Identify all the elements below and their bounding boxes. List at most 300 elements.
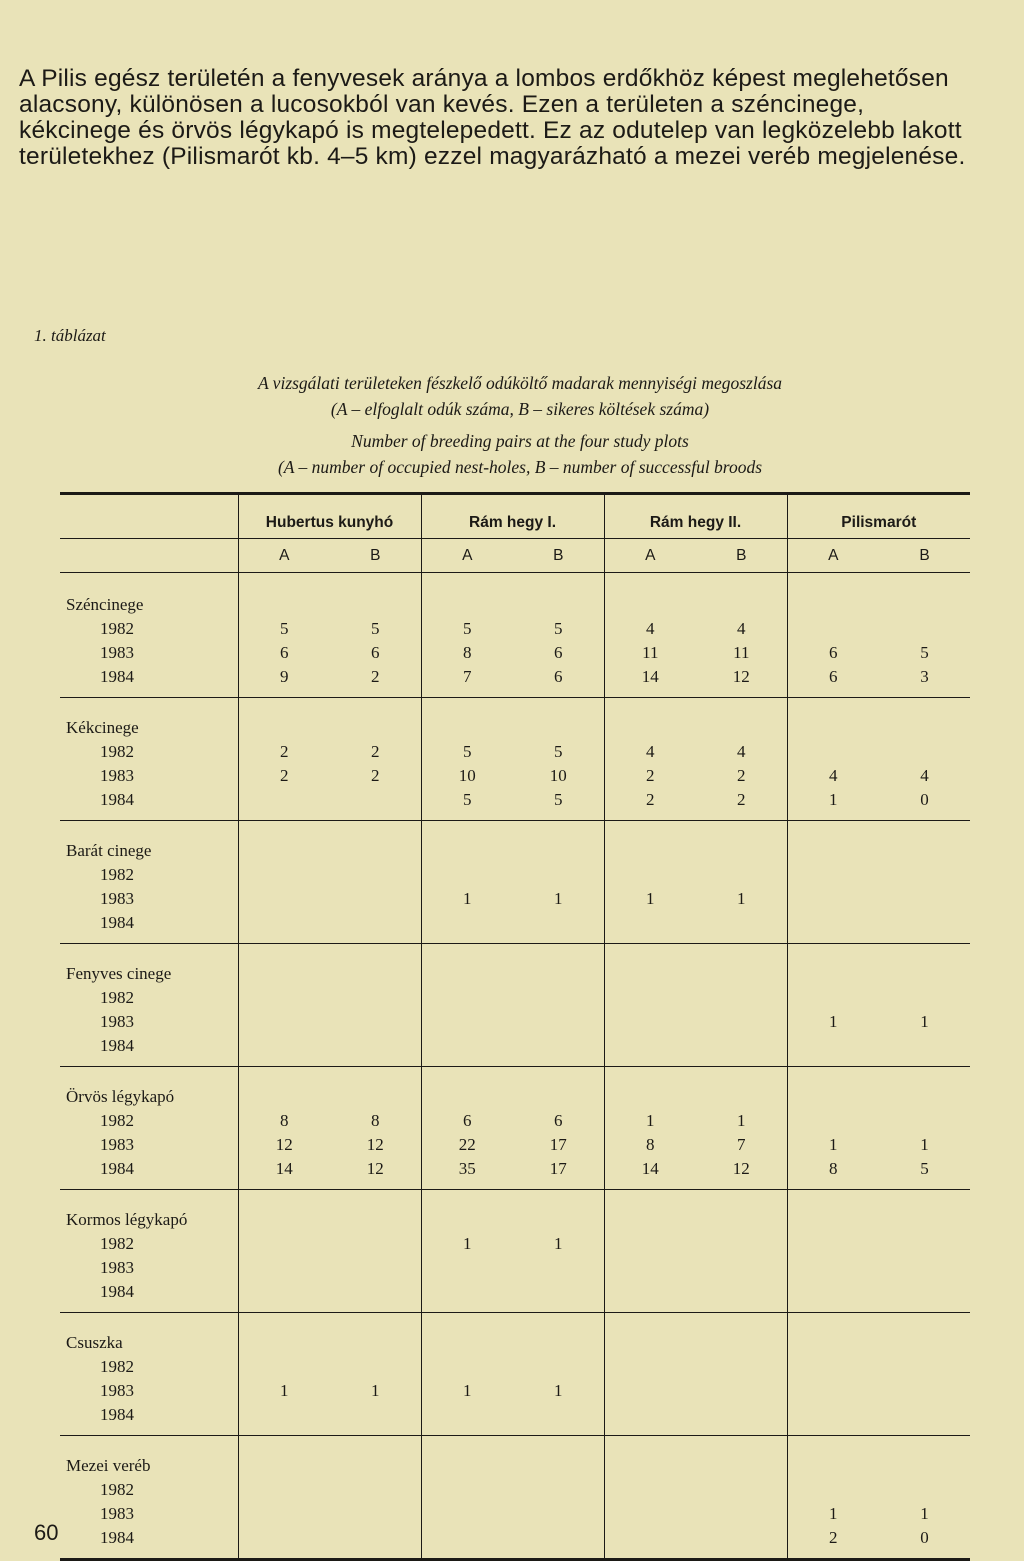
spacer — [696, 1454, 787, 1478]
value-cell — [422, 1478, 514, 1502]
value-cell — [330, 1232, 421, 1256]
value-cell — [879, 617, 970, 641]
site-header: Rám hegy II. — [604, 494, 787, 539]
value-cell — [513, 1256, 604, 1280]
spacer — [330, 593, 421, 617]
spacer — [788, 593, 880, 617]
value-cell: 12 — [732, 667, 750, 686]
value-cell — [605, 1502, 697, 1526]
value-cell: 6 — [371, 643, 380, 662]
spacer — [330, 1208, 421, 1232]
value-column-cell — [421, 1313, 513, 1436]
spacer — [513, 1208, 604, 1232]
value-column-cell — [421, 573, 513, 698]
species-cell — [60, 1067, 238, 1190]
value-cell — [513, 1403, 604, 1427]
spacer — [422, 716, 514, 740]
value-cell: 4 — [646, 619, 655, 638]
value-cell — [330, 788, 421, 812]
value-cell: 6 — [829, 643, 838, 662]
value-column-cell — [787, 1436, 879, 1560]
value-cell: 1 — [920, 1135, 929, 1154]
value-cell — [696, 1526, 787, 1550]
species-cell — [60, 1436, 238, 1560]
value-cell — [788, 1379, 880, 1403]
value-column-cell — [513, 1436, 604, 1560]
species-name: Fenyves cinege — [66, 964, 172, 983]
value-cell — [422, 986, 514, 1010]
value-cell — [788, 1232, 880, 1256]
value-column-cell — [604, 573, 696, 698]
value-cell — [605, 1379, 697, 1403]
value-cell — [513, 1034, 604, 1058]
value-column-cell — [513, 698, 604, 821]
year-label: 1983 — [100, 1504, 134, 1523]
value-cell — [696, 1502, 787, 1526]
value-cell — [696, 911, 787, 935]
value-cell: 1 — [463, 889, 472, 908]
value-cell: 2 — [280, 766, 289, 785]
year-label: 1984 — [100, 667, 134, 686]
value-cell — [422, 1355, 514, 1379]
value-cell — [879, 1034, 970, 1058]
value-cell — [330, 863, 421, 887]
spacer — [239, 1208, 331, 1232]
year-label: 1982 — [100, 1357, 134, 1376]
spacer — [513, 1085, 604, 1109]
species-group-row — [60, 821, 970, 944]
value-cell — [330, 1280, 421, 1304]
value-cell: 17 — [549, 1159, 567, 1178]
value-cell — [239, 1256, 331, 1280]
value-cell — [696, 863, 787, 887]
value-cell: 2 — [371, 667, 380, 686]
value-cell: 5 — [554, 790, 563, 809]
value-cell: 2 — [737, 766, 746, 785]
value-column-cell — [879, 698, 970, 821]
caption-english — [100, 428, 940, 480]
spacer — [513, 593, 604, 617]
value-cell — [239, 1502, 331, 1526]
value-cell — [513, 1010, 604, 1034]
value-cell — [239, 1232, 331, 1256]
value-cell: 1 — [554, 1234, 563, 1253]
spacer — [879, 962, 970, 986]
spacer — [696, 1331, 787, 1355]
value-column-cell — [330, 1190, 421, 1313]
value-cell — [239, 1478, 331, 1502]
value-cell — [239, 1526, 331, 1550]
value-cell — [605, 1256, 697, 1280]
value-cell: 12 — [366, 1135, 384, 1154]
value-cell: 1 — [463, 1234, 472, 1253]
value-cell: 6 — [463, 1111, 472, 1130]
spacer — [879, 593, 970, 617]
species-cell — [60, 1190, 238, 1313]
value-column-cell — [238, 1190, 330, 1313]
year-label: 1984 — [100, 1405, 134, 1424]
spacer — [330, 1331, 421, 1355]
value-column-cell — [238, 1436, 330, 1560]
year-label: 1982 — [100, 1480, 134, 1499]
year-label: 1982 — [100, 865, 134, 884]
value-cell — [605, 911, 697, 935]
value-cell: 6 — [554, 667, 563, 686]
spacer — [239, 839, 331, 863]
value-cell — [513, 986, 604, 1010]
value-column-cell — [513, 1190, 604, 1313]
value-cell — [788, 887, 880, 911]
spacer — [788, 839, 880, 863]
value-cell: 35 — [458, 1159, 476, 1178]
species-cell — [60, 698, 238, 821]
value-cell — [788, 1256, 880, 1280]
spacer — [422, 593, 514, 617]
value-cell — [513, 1478, 604, 1502]
value-cell — [879, 1232, 970, 1256]
year-label: 1982 — [100, 1234, 134, 1253]
species-group-row — [60, 1190, 970, 1313]
value-column-cell — [604, 944, 696, 1067]
value-cell — [330, 1010, 421, 1034]
species-name: Kékcinege — [66, 718, 139, 737]
value-cell: 5 — [554, 619, 563, 638]
value-column-cell — [421, 944, 513, 1067]
value-cell — [788, 911, 880, 935]
value-cell — [422, 1010, 514, 1034]
value-column-cell — [513, 1067, 604, 1190]
value-cell: 10 — [549, 766, 567, 785]
value-cell — [330, 1526, 421, 1550]
value-cell — [788, 740, 880, 764]
value-cell — [239, 911, 331, 935]
value-cell: 1 — [554, 889, 563, 908]
spacer — [330, 716, 421, 740]
breeding-pairs-table — [60, 492, 970, 1561]
species-group-row — [60, 1067, 970, 1190]
value-cell: 12 — [275, 1135, 293, 1154]
value-column-cell — [421, 1436, 513, 1560]
value-cell — [605, 1403, 697, 1427]
value-cell — [696, 986, 787, 1010]
value-cell — [879, 986, 970, 1010]
spacer — [696, 962, 787, 986]
value-cell — [422, 1280, 514, 1304]
value-cell: 14 — [275, 1159, 293, 1178]
spacer — [422, 1208, 514, 1232]
species-name: Mezei veréb — [66, 1456, 151, 1475]
value-cell — [330, 911, 421, 935]
spacer — [696, 1085, 787, 1109]
value-cell: 10 — [458, 766, 476, 785]
species-name: Széncinege — [66, 595, 144, 614]
value-column-cell — [421, 698, 513, 821]
year-label: 1983 — [100, 1135, 134, 1154]
value-cell — [239, 1355, 331, 1379]
value-column-cell — [421, 1067, 513, 1190]
value-column-cell — [604, 1313, 696, 1436]
spacer — [788, 962, 880, 986]
value-cell — [513, 1355, 604, 1379]
value-column-cell — [787, 821, 879, 944]
value-column-cell — [879, 573, 970, 698]
value-column-cell — [238, 821, 330, 944]
value-cell — [696, 1379, 787, 1403]
value-column-cell — [696, 1436, 787, 1560]
value-cell — [696, 1478, 787, 1502]
value-column-cell — [330, 698, 421, 821]
value-cell — [513, 911, 604, 935]
value-cell: 1 — [280, 1381, 289, 1400]
spacer — [239, 1085, 331, 1109]
year-label: 1982 — [100, 742, 134, 761]
value-cell — [788, 1280, 880, 1304]
value-column-cell — [787, 944, 879, 1067]
value-cell: 22 — [458, 1135, 476, 1154]
value-column-cell — [604, 1067, 696, 1190]
value-cell: 1 — [737, 1111, 746, 1130]
value-cell: 12 — [366, 1159, 384, 1178]
value-cell — [513, 863, 604, 887]
spacer — [879, 1454, 970, 1478]
value-cell — [330, 1355, 421, 1379]
value-column-cell — [787, 573, 879, 698]
spacer — [605, 839, 697, 863]
value-cell — [696, 1232, 787, 1256]
spacer — [879, 839, 970, 863]
value-cell: 5 — [920, 643, 929, 662]
value-cell: 1 — [920, 1012, 929, 1031]
value-cell — [879, 1256, 970, 1280]
spacer — [239, 716, 331, 740]
value-cell: 8 — [371, 1111, 380, 1130]
value-cell — [879, 887, 970, 911]
value-cell: 12 — [732, 1159, 750, 1178]
value-cell: 4 — [920, 766, 929, 785]
value-cell: 2 — [829, 1528, 838, 1547]
species-cell — [60, 573, 238, 698]
value-column-cell — [330, 821, 421, 944]
value-cell — [879, 740, 970, 764]
value-column-cell — [696, 1190, 787, 1313]
species-group-row — [60, 1436, 970, 1560]
value-column-cell — [787, 1313, 879, 1436]
species-name: Kormos légykapó — [66, 1210, 188, 1229]
value-cell — [239, 1280, 331, 1304]
value-column-cell — [330, 1313, 421, 1436]
value-cell — [239, 1034, 331, 1058]
value-cell — [788, 1355, 880, 1379]
value-cell — [239, 887, 331, 911]
col-a-header: A — [787, 539, 879, 573]
spacer — [239, 593, 331, 617]
year-label: 1984 — [100, 1036, 134, 1055]
species-group-row — [60, 698, 970, 821]
value-cell: 6 — [829, 667, 838, 686]
value-cell — [513, 1526, 604, 1550]
value-cell — [330, 986, 421, 1010]
spacer — [239, 962, 331, 986]
value-cell — [513, 1502, 604, 1526]
value-cell: 5 — [463, 742, 472, 761]
year-label: 1984 — [100, 1528, 134, 1547]
value-column-cell — [513, 1313, 604, 1436]
year-label: 1984 — [100, 913, 134, 932]
value-cell — [330, 1034, 421, 1058]
caption-hungarian — [100, 370, 940, 422]
value-cell: 5 — [280, 619, 289, 638]
value-cell — [605, 1355, 697, 1379]
value-cell — [788, 1109, 880, 1133]
spacer — [605, 962, 697, 986]
spacer — [422, 1331, 514, 1355]
value-cell: 8 — [463, 643, 472, 662]
value-column-cell — [879, 1313, 970, 1436]
value-cell: 1 — [829, 1012, 838, 1031]
value-column-cell — [879, 944, 970, 1067]
value-cell: 8 — [280, 1111, 289, 1130]
value-cell: 1 — [829, 1135, 838, 1154]
spacer — [696, 593, 787, 617]
value-cell — [239, 1403, 331, 1427]
value-cell — [879, 1109, 970, 1133]
value-column-cell — [238, 944, 330, 1067]
spacer — [879, 716, 970, 740]
value-cell: 5 — [463, 790, 472, 809]
value-cell — [239, 1010, 331, 1034]
value-cell: 0 — [920, 790, 929, 809]
value-cell: 2 — [371, 742, 380, 761]
spacer — [879, 1208, 970, 1232]
value-cell: 1 — [737, 889, 746, 908]
spacer — [605, 593, 697, 617]
year-label: 1983 — [100, 643, 134, 662]
year-label: 1983 — [100, 1258, 134, 1277]
spacer — [239, 1454, 331, 1478]
value-cell: 1 — [646, 1111, 655, 1130]
spacer — [422, 839, 514, 863]
value-cell — [605, 986, 697, 1010]
spacer — [422, 1085, 514, 1109]
spacer — [513, 1454, 604, 1478]
value-column-cell — [330, 1436, 421, 1560]
body-paragraph: A Pilis egész területén a fenyvesek aránya a lombos erdőkhöz képest meglehetősen alacsony, különösen a lucosokból van kevés. Ezen a területen a széncinege, kékcinege és örvös légykapó is megtelepedett. Ez az odutelep van legközelebb lakott területekhez (Pilismarót kb. 4–5 km) ezzel magyarázható a mezei veréb megjelenése. — [19, 65, 966, 170]
spacer — [879, 1085, 970, 1109]
value-cell: 2 — [737, 790, 746, 809]
value-cell — [605, 1478, 697, 1502]
value-cell — [696, 1355, 787, 1379]
year-label: 1983 — [100, 1012, 134, 1031]
species-name: Barát cinege — [66, 841, 152, 860]
value-cell: 8 — [646, 1135, 655, 1154]
value-cell — [788, 617, 880, 641]
col-b-header: B — [330, 539, 421, 573]
value-column-cell — [238, 1313, 330, 1436]
value-cell — [879, 863, 970, 887]
value-cell — [788, 1034, 880, 1058]
value-column-cell — [330, 573, 421, 698]
table-body — [60, 573, 970, 1560]
year-label: 1982 — [100, 619, 134, 638]
value-column-cell — [513, 821, 604, 944]
value-column-cell — [696, 1067, 787, 1190]
value-cell — [879, 1355, 970, 1379]
value-column-cell — [879, 1190, 970, 1313]
species-cell — [60, 821, 238, 944]
value-column-cell — [787, 1190, 879, 1313]
value-cell: 1 — [463, 1381, 472, 1400]
value-cell — [879, 911, 970, 935]
corner-cell — [60, 494, 238, 539]
value-cell — [422, 1526, 514, 1550]
value-column-cell — [421, 821, 513, 944]
spacer — [513, 839, 604, 863]
value-cell: 17 — [549, 1135, 567, 1154]
spacer — [788, 1331, 880, 1355]
value-column-cell — [696, 1313, 787, 1436]
page-number: 60 — [34, 1520, 59, 1545]
value-cell: 7 — [463, 667, 472, 686]
value-cell — [879, 1478, 970, 1502]
value-cell: 2 — [646, 790, 655, 809]
value-cell: 6 — [554, 1111, 563, 1130]
caption-hu-legend: (A – elfoglalt odúk száma, B – sikeres költések száma) — [330, 399, 710, 419]
year-label: 1983 — [100, 1381, 134, 1400]
value-cell — [605, 1034, 697, 1058]
value-cell — [788, 1403, 880, 1427]
value-cell — [422, 911, 514, 935]
species-group-row — [60, 573, 970, 698]
value-cell: 7 — [737, 1135, 746, 1154]
value-cell: 5 — [371, 619, 380, 638]
value-cell: 8 — [829, 1159, 838, 1178]
spacer — [605, 1085, 697, 1109]
year-label: 1982 — [100, 1111, 134, 1130]
species-cell — [60, 1313, 238, 1436]
spacer — [605, 1208, 697, 1232]
value-cell: 6 — [554, 643, 563, 662]
value-cell — [605, 1526, 697, 1550]
value-cell: 11 — [733, 643, 750, 662]
value-column-cell — [513, 573, 604, 698]
value-column-cell — [879, 821, 970, 944]
value-cell — [330, 1502, 421, 1526]
value-column-cell — [696, 821, 787, 944]
spacer — [513, 1331, 604, 1355]
value-cell: 14 — [641, 667, 659, 686]
value-cell — [330, 1256, 421, 1280]
year-label: 1983 — [100, 766, 134, 785]
species-name: Csuszka — [66, 1333, 123, 1352]
spacer — [330, 839, 421, 863]
value-cell: 4 — [646, 742, 655, 761]
spacer — [696, 1208, 787, 1232]
value-cell — [696, 1010, 787, 1034]
value-cell: 4 — [737, 619, 746, 638]
value-column-cell — [238, 698, 330, 821]
value-cell: 1 — [646, 889, 655, 908]
value-cell: 9 — [280, 667, 289, 686]
value-cell: 4 — [737, 742, 746, 761]
site-header: Rám hegy I. — [421, 494, 604, 539]
caption-en-title: Number of breeding pairs at the four study plots — [351, 431, 689, 451]
value-cell: 2 — [646, 766, 655, 785]
value-cell: 1 — [829, 1504, 838, 1523]
value-cell: 1 — [371, 1381, 380, 1400]
spacer — [696, 839, 787, 863]
value-cell: 1 — [829, 790, 838, 809]
value-cell — [696, 1256, 787, 1280]
